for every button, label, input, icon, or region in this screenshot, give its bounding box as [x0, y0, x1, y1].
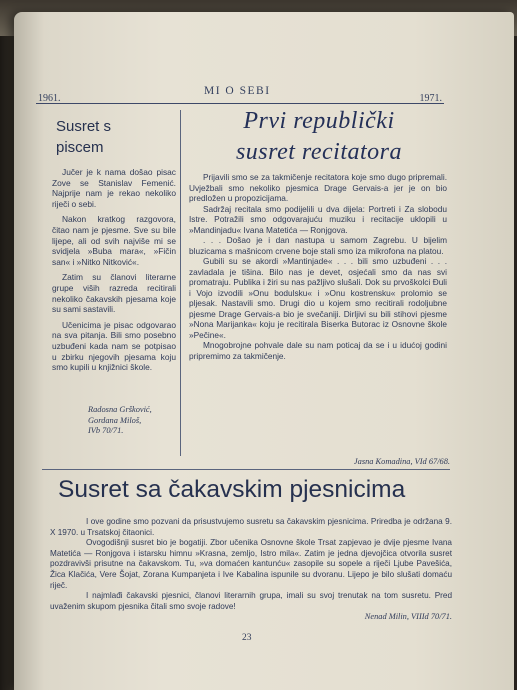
running-head — [36, 83, 444, 104]
sidebar-title — [56, 116, 166, 158]
running-head-year-left: 1961. — [38, 93, 61, 104]
sidebar-signature-line: Gordana Miloš, — [88, 415, 142, 425]
section-body — [50, 517, 452, 612]
sidebar-paragraph: Zatim su članovi literarne grupe viših razreda recitirali nekoliko čakavskih pjesama koje su sami sastavili. — [52, 272, 176, 315]
sidebar-paragraph: Nakon kratkog razgovora, čitao nam je pjesme. Sve su bile lijepe, ali od svih najviše mi se svidjela »Buba mara«, »Fičin san« i »Nitko Nitković«. — [52, 214, 176, 267]
sidebar-article-body — [52, 167, 176, 378]
sidebar-signature-line: Radosna Gršković, — [88, 405, 152, 414]
main-paragraph: Prijavili smo se za takmičenje recitatora koje smo dugo pripremali. Uvježbali smo nekoliko pjesmica Drage Gervais-a jer je on bio predložen u propozicijama. — [189, 172, 447, 203]
sidebar-paragraph: Učenicima je pisac odgovarao na sva pitanja. Bili smo posebno uzbuđeni kada nam se potpisao u zbirku njegovih pjesama koju smo kupili u knjižnici škole. — [52, 319, 176, 373]
main-article-signature: Jasna Komadina, VId 67/68. — [353, 457, 450, 466]
sidebar-signature — [88, 405, 198, 437]
main-paragraph: Gubili su se akordi »Mantinjade« . . . bili smo uzbuđeni . . . zavladala je tišina. Bilo nas je devet, osjećali smo da nas svi promatraju. Publika i žiri su nas pažljivo slušali. Dok su prvoškolci Đuli i Vojo izvodili »Onu bodulsku« i »Onu kostrensku« prolomio se pljesak. Nastavili smo. Drugi dio u kojem smo recitirali rodoljubne pjesme Drage Gervais-a bio je svečaniji. Dirljivi su bili stihovi pjesme »Nona Marijanka« koju je recitirala Biserka Butorac iz Osnovne škole »Pečine«. — [189, 256, 447, 340]
section-signature: Nenad Milin, VIIId 70/71. — [364, 612, 452, 621]
section-paragraph: I najmlađi čakavski pjesnici, članovi literarnih grupa, imali su svoj trenutak na tom susretu. Pred uvaženim skupom pjesnika čitali smo svoje radove! — [50, 591, 452, 611]
sidebar-paragraph: Jučer je k nama došao pisac Zove se Stanislav Femenić. Najprije nam je rekao nekoliko riječi o sebi. — [52, 167, 176, 209]
main-paragraph: . . . Došao je i dan nastupa u samom Zagrebu. U bijelim bluzicama s mašnicom crvene boje stali smo iza mikrofona na platou. — [189, 235, 447, 256]
book-page — [14, 12, 514, 690]
main-title-line1: Prvi republički — [243, 108, 395, 134]
running-head-title: MI O SEBI — [204, 85, 271, 97]
running-head-year-right: 1971. — [419, 93, 442, 104]
section-divider — [42, 469, 450, 470]
main-title-line2: susret recitatora — [235, 139, 403, 165]
sidebar-signature-line: IVb 70/71. — [88, 426, 124, 436]
section-title: Susret sa čakavskim pjesnicima — [58, 476, 406, 503]
main-article-title — [194, 106, 444, 168]
sidebar-title-line2: piscem — [56, 139, 104, 156]
column-divider — [180, 110, 181, 456]
page-number: 23 — [242, 633, 252, 643]
main-paragraph: Sadržaj recitala smo podijelili u dva dijela: Portreti i Za slobodu Istre. Potražili smo odgovarajuću muziku i recitacije uklopili u »Mandinjadu« Ivana Matetića — Ronjgova. — [189, 203, 447, 235]
section-paragraph: I ove godine smo pozvani da prisustvujemo susretu sa čakavskim pjesnicima. Priredba je održana 9. X 1970. u Trsatskoj čitaonici. — [50, 517, 452, 537]
section-paragraph: Ovogodišnji susret bio je bogatiji. Zbor učenika Osnovne škole Trsat zapjevao je dvije pjesme Ivana Matetića — Ronjgova i istarsku himnu »Krasna, zemljo, Istro mila«. Zatim je jedna djevojčica otvorila susret pozdravivši prisutne na čakavskom. Tu, »va domaćen kantunću« zasopile su sopele a riječi Ljube Pavešića, Žica Klačića, Vere Šojat, Zorana Kumpanjeta i Ive Kabalina ispunile su dvoranu. Lijepo je bilo slušati domaću riječ. — [50, 538, 452, 590]
main-article-body — [189, 172, 447, 361]
main-paragraph: Mnogobrojne pohvale dale su nam poticaj da se i u idućoj godini pripremimo za takmičenje. — [189, 340, 447, 361]
sidebar-title-line1: Susret s — [56, 118, 112, 135]
